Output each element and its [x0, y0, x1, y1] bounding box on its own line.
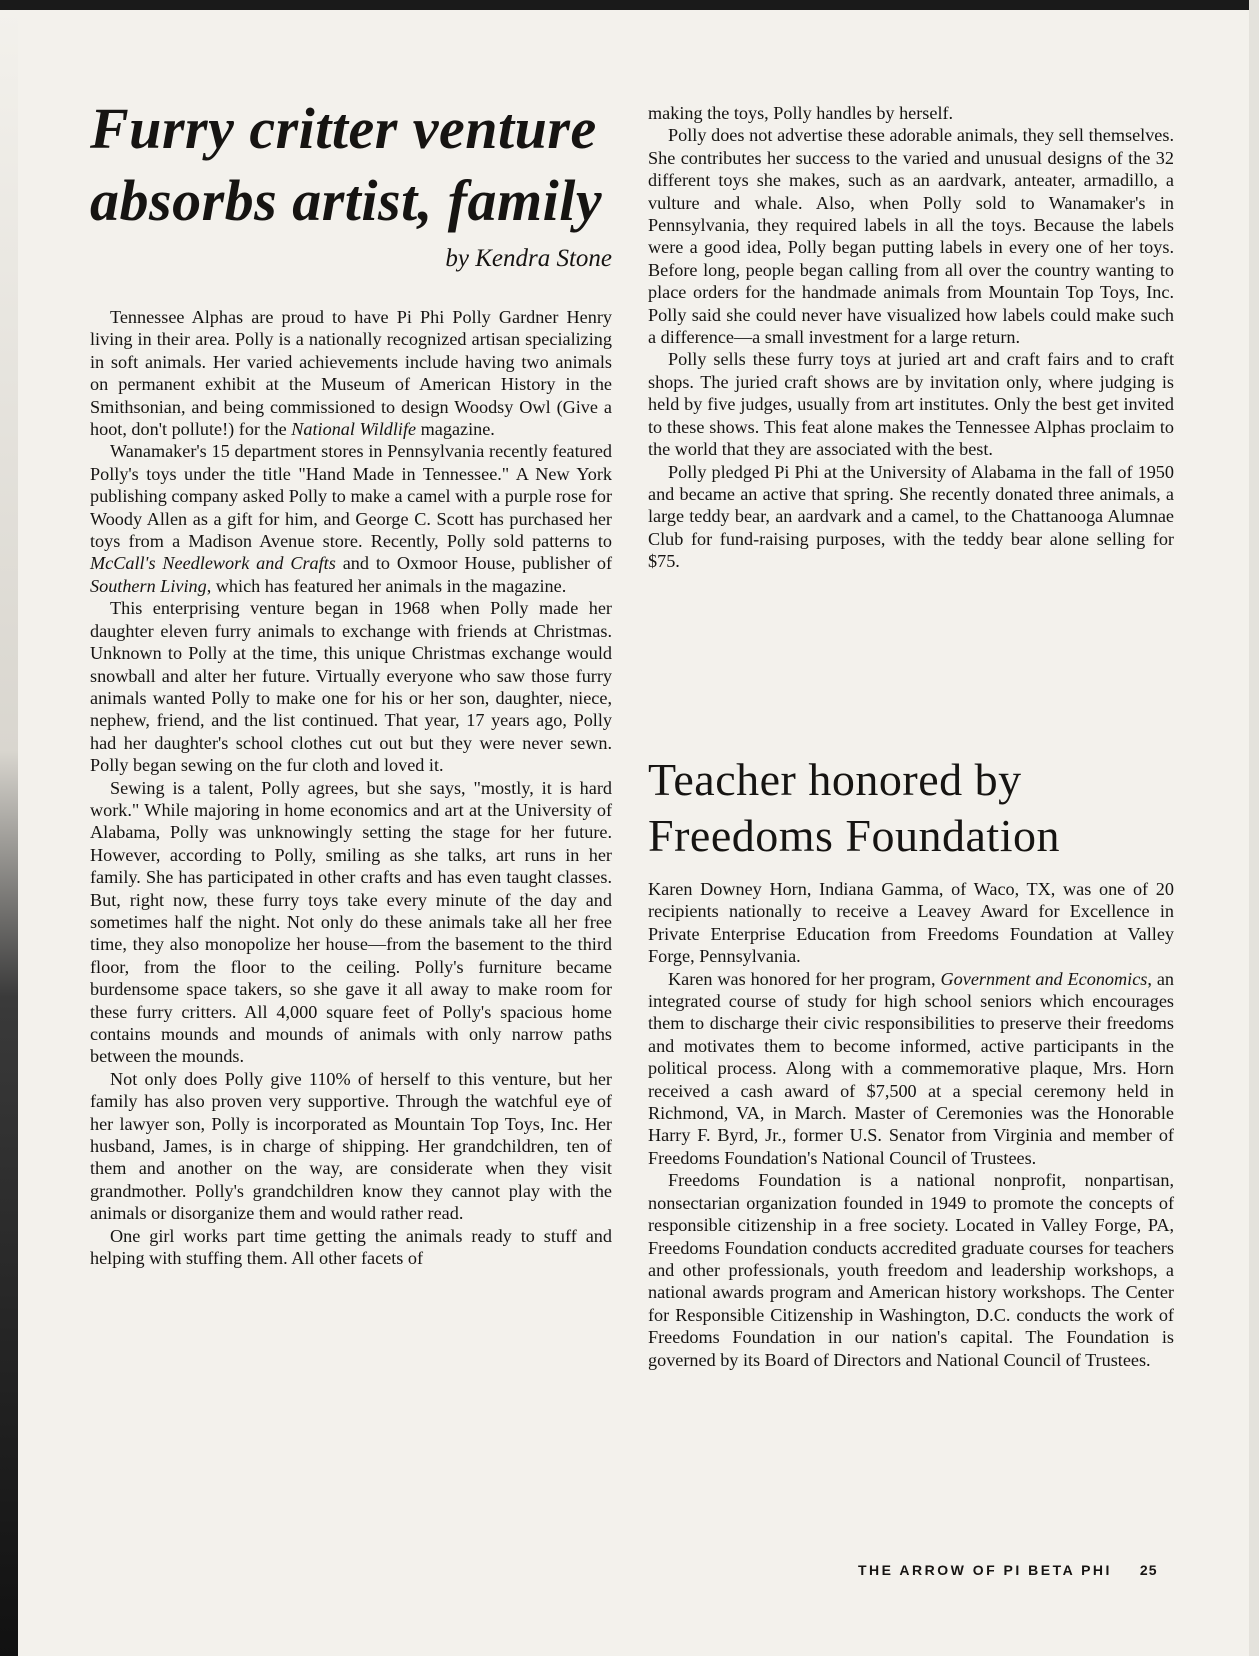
- publication-name: THE ARROW OF PI BETA PHI: [858, 1562, 1112, 1578]
- italic-title: Government and Economics: [940, 968, 1148, 989]
- scan-edge-top: [0, 0, 1259, 10]
- byline: by Kendra Stone: [445, 245, 612, 272]
- scan-edge-left: [0, 10, 18, 1656]
- paragraph: making the toys, Polly handles by herself.: [648, 103, 954, 123]
- paragraph: Karen Downey Horn, Indiana Gamma, of Waco, TX, was one of 20 recipients nationally to receive a Leavey Award for Excellence in Private Enterprise Education from Freedoms Foundation at Valley Forge, Pennsylvania.: [648, 879, 1174, 967]
- page-footer: [858, 1562, 1158, 1578]
- article1-body-left: [90, 306, 612, 1269]
- paragraph: Tennessee Alphas are proud to have Pi Phi Polly Gardner Henry living in their area. Polly is a nationally recognized artisan specializing in soft animals. Her varied achievements include having two animals on permanent exhibit at the Museum of American History in the Smithsonian, and being commissioned to design Woodsy Owl (Give a hoot, don't pollute!) for the National Wildlife magazine.: [90, 307, 612, 440]
- italic-title: McCall's Needlework and Crafts: [90, 553, 336, 574]
- article2-body: [648, 878, 1174, 1371]
- paragraph: Karen was honored for her program, Government and Economics, an integrated course of study for high school seniors which encourages them to discharge their civic responsibilities to preserve their freedoms and motivates them to become informed, active participants in the political process. Along with a commemorative plaque, Mrs. Horn received a cash award of $7,500 at a special ceremony held in Richmond, VA, in March. Master of Ceremonies was the Honorable Harry F. Byrd, Jr., former U.S. Senator from Virginia and member of Freedoms Foundation's National Council of Trustees.: [648, 968, 1175, 1168]
- page-number: 25: [1139, 1562, 1158, 1578]
- italic-title: Southern Living: [90, 575, 207, 596]
- paragraph: Freedoms Foundation is a national nonprofit, nonpartisan, nonsectarian organization founded in 1949 to promote the concepts of responsible citizenship in a free society. Located in Valley Forge, PA, Freedoms Foundation conducts accredited graduate courses for teachers and other professionals, youth freedom and leadership workshops, a national awards program and American history workshops. The Center for Responsible Citizenship in Washington, D.C. conducts the work of Freedoms Foundation in our nation's capital. The Foundation is governed by its Board of Directors and National Council of Trustees.: [648, 1170, 1174, 1370]
- paragraph: Sewing is a talent, Polly agrees, but she says, "mostly, it is hard work." While majoring in home economics and art at the University of Alabama, Polly was unknowingly setting the stage for her future. However, according to Polly, smiling as she talks, art runs in her family. She has participated in other crafts and has even taught classes. But, right now, these furry toys take every minute of the day and sometimes half the night. Not only do these animals take all her free time, they also monopolize her house—from the basement to the third floor, from the floor to the ceiling. Polly's furniture became burdensome space takers, so she gave it all away to make room for these furry critters. All 4,000 square feet of Polly's spacious home contains mounds and mounds of animals with only narrow paths between the mounds.: [90, 777, 612, 1067]
- article1-body-right: [648, 102, 1174, 573]
- paragraph: Not only does Polly give 110% of herself to this venture, but her family has also proven very supportive. Through the watchful eye of her lawyer son, Polly is incorporated as Mountain Top Toys, Inc. Her husband, James, is in charge of shipping. Her grandchildren, ten of them and another on the way, are considerate when they visit grandmother. Polly's grandchildren know they cannot play with the animals or disorganize them and would rather read.: [90, 1068, 612, 1224]
- italic-title: National Wildlife: [291, 419, 417, 440]
- article2-headline-line2: Freedoms Foundation: [648, 810, 1060, 861]
- article1-headline-line1: Furry critter venture: [90, 96, 597, 161]
- paragraph: This enterprising venture began in 1968 when Polly made her daughter eleven furry animals to exchange with friends at Christmas. Unknown to Polly at the time, this unique Christmas exchange would snowball and alter her future. Virtually everyone who saw those furry animals wanted Polly to make one for his or her son, daughter, niece, nephew, friend, and the list continued. That year, 17 years ago, Polly had her daughter's school clothes cut out but they were never sewn. Polly began sewing on the fur cloth and loved it.: [90, 598, 612, 776]
- paragraph: Polly does not advertise these adorable animals, they sell themselves. She contributes her success to the varied and unusual designs of the 32 different toys she makes, such as an aardvark, anteater, armadillo, a vulture and whale. Also, when Polly sold to Wanamaker's in Pennsylvania, they required labels in all the toys. Because the labels were a good idea, Polly began putting labels in every one of her toys. Before long, people began calling from all over the country wanting to place orders for the handmade animals from Mountain Top Toys, Inc. Polly said she could never have visualized how labels could make such a difference—a small investment for a large return.: [648, 125, 1174, 348]
- paragraph: Polly sells these furry toys at juried art and craft fairs and to craft shops. The juried craft shows are by invitation only, where judging is held by five judges, usually from art institutes. Only the best get invited to these shows. This feat alone makes the Tennessee Alphas proclaim to the world that they are associated with the best.: [648, 349, 1174, 460]
- paragraph: Polly pledged Pi Phi at the University of Alabama in the fall of 1950 and became an active that spring. She recently donated three animals, a large teddy bear, an aardvark and a camel, to the Chattanooga Alumnae Club for fund-raising purposes, with the teddy bear alone selling for $75.: [648, 461, 1174, 572]
- paragraph: One girl works part time getting the animals ready to stuff and helping with stuffing them. All other facets of: [90, 1225, 612, 1269]
- paragraph: Wanamaker's 15 department stores in Pennsylvania recently featured Polly's toys under the title "Hand Made in Tennessee." A New York publishing company asked Polly to make a camel with a purple rose for Woody Allen as a gift for him, and George C. Scott has purchased her toys from a Madison Avenue store. Recently, Polly sold patterns to McCall's Needlework and Crafts and to Oxmoor House, publisher of Southern Living, which has featured her animals in the magazine.: [90, 441, 612, 596]
- article1-headline-line2: absorbs artist, family: [90, 168, 603, 233]
- scan-edge-right: [1249, 0, 1259, 1656]
- article2-headline-line1: Teacher honored by: [648, 754, 1022, 805]
